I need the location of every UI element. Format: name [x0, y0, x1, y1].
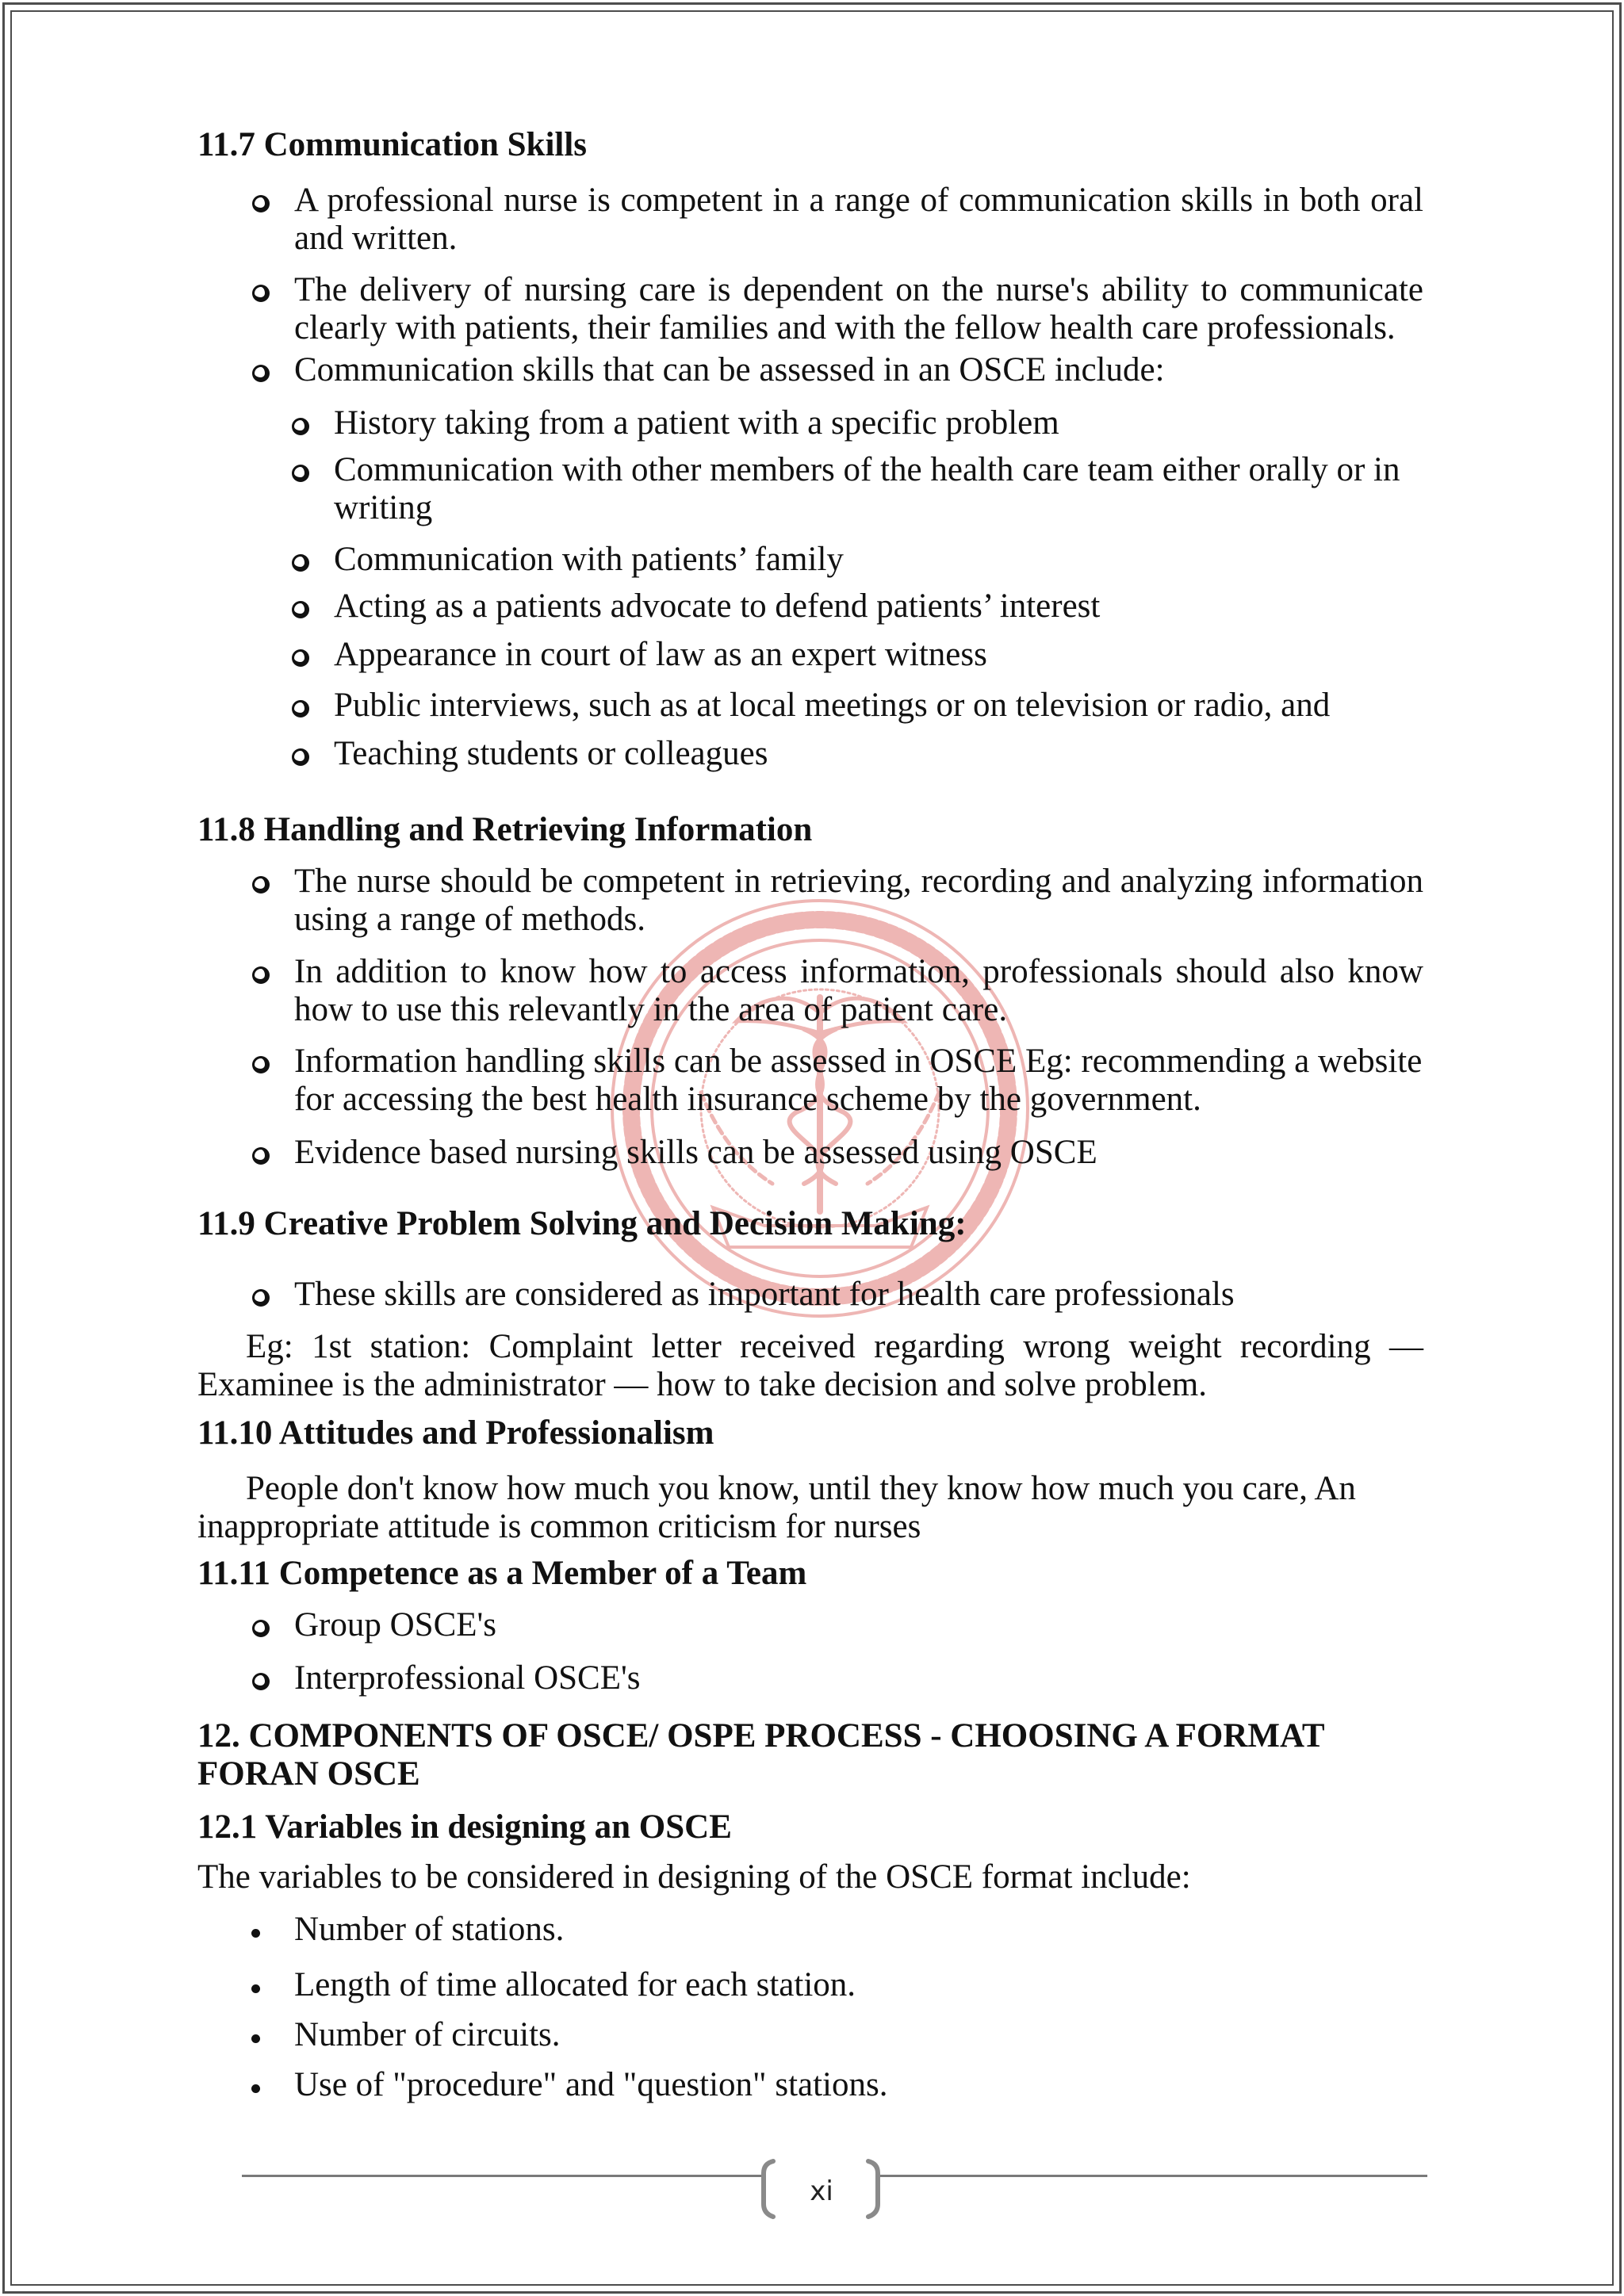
sub-bullet-item: [197, 735, 1423, 773]
section-heading-11-7: 11.7 Communication Skills: [197, 126, 588, 163]
shadowed-circle-icon: [252, 365, 270, 382]
round-bullet-text: Length of time allocated for each station.: [294, 1966, 856, 2003]
filled-dot-icon: [251, 2084, 260, 2093]
sub-bullet-text: Communication with patients’ family: [334, 541, 844, 578]
sub-bullet-item: [197, 587, 1423, 626]
bullet-text: A professional nurse is competent in a range of communication skills in both oral and written.: [294, 182, 1423, 257]
shadowed-circle-icon: [292, 649, 309, 667]
sub-bullet-text: Communication with other members of the health care team either orally or in writing: [334, 451, 1400, 526]
bullet-item: [197, 1659, 1423, 1697]
shadowed-circle-icon: [252, 1289, 270, 1307]
shadowed-circle-icon: [292, 700, 309, 718]
bullet-text: Communication skills that can be assessed in an OSCE include:: [294, 351, 1165, 388]
page-content: [197, 126, 1423, 2104]
sub-bullet-text: Teaching students or colleagues: [334, 735, 768, 772]
bullet-text: These skills are considered as important for health care professionals: [294, 1276, 1235, 1313]
round-bullet-item: [197, 1966, 1423, 2004]
round-bullet-item: [197, 1911, 1423, 1949]
bullet-text: The nurse should be competent in retrieving, recording and analyzing information using a range of methods.: [294, 863, 1423, 938]
sub-bullet-item: [197, 687, 1423, 725]
shadowed-circle-icon: [292, 748, 309, 766]
footer-rule-right: [880, 2175, 1427, 2177]
round-bullet-item: [197, 2016, 1423, 2054]
bullet-text: The delivery of nursing care is dependent on the nurse's ability to communicate clearly with patients, their families and with the fellow health care professionals.: [294, 271, 1423, 346]
round-bullet-text: Number of stations.: [294, 1911, 565, 1948]
sub-bullet-item: [197, 636, 1423, 674]
shadowed-circle-icon: [292, 418, 309, 435]
shadowed-circle-icon: [252, 1673, 270, 1690]
shadowed-circle-icon: [252, 1056, 270, 1073]
section-heading-11-10: 11.10 Attitudes and Professionalism: [197, 1414, 714, 1452]
round-bullet-text: Number of circuits.: [294, 2016, 561, 2053]
round-bullet-text: Use of "procedure" and "question" stations.: [294, 2066, 888, 2103]
section-heading-11-9: 11.9 Creative Problem Solving and Decision Making:: [197, 1205, 967, 1242]
section-heading-11-11: 11.11 Competence as a Member of a Team: [197, 1555, 807, 1592]
bullet-text: Interprofessional OSCE's: [294, 1659, 641, 1697]
shadowed-circle-icon: [252, 966, 270, 984]
bullet-item: [197, 351, 1423, 389]
bullet-item: [197, 1276, 1423, 1314]
bullet-item: [197, 863, 1423, 939]
shadowed-circle-icon: [292, 465, 309, 482]
shadowed-circle-icon: [252, 285, 270, 302]
section-heading-11-8: 11.8 Handling and Retrieving Information: [197, 811, 813, 848]
chapter-heading-12: 12. COMPONENTS OF OSCE/ OSPE PROCESS - CHOOSING A FORMAT FORAN OSCE: [197, 1717, 1324, 1793]
example-paragraph: Eg: 1st station: Complaint letter received regarding wrong weight recording — Examinee is the administrator — how to take decision and solve problem.: [197, 1328, 1423, 1403]
shadowed-circle-icon: [252, 876, 270, 894]
bullet-text: Information handling skills can be assessed in OSCE Eg: recommending a website for accessing the best health insurance scheme by the government.: [294, 1043, 1423, 1118]
sub-bullet-item: [197, 404, 1423, 442]
filled-dot-icon: [251, 2034, 260, 2043]
bullet-item: [197, 182, 1423, 258]
shadowed-circle-icon: [292, 554, 309, 572]
shadowed-circle-icon: [252, 1620, 270, 1637]
shadowed-circle-icon: [252, 195, 270, 212]
page-number: xi: [810, 2175, 833, 2207]
filled-dot-icon: [251, 1984, 260, 1993]
sub-bullet-text: Public interviews, such as at local meetings or on television or radio, and: [334, 687, 1331, 724]
sub-bullet-text: Appearance in court of law as an expert witness: [334, 636, 987, 673]
round-bullet-item: [197, 2066, 1423, 2104]
shadowed-circle-icon: [252, 1147, 270, 1165]
sub-bullet-text: History taking from a patient with a specific problem: [334, 404, 1059, 442]
filled-dot-icon: [251, 1929, 260, 1938]
intro-paragraph: The variables to be considered in designing of the OSCE format include:: [197, 1858, 1191, 1896]
sub-bullet-text: Acting as a patients advocate to defend patients’ interest: [334, 587, 1101, 625]
bullet-text: In addition to know how to access information, professionals should also know how to use this relevantly in the area of patient care.: [294, 953, 1423, 1028]
footer-rule-left: [242, 2175, 763, 2177]
bullet-item: [197, 1606, 1423, 1644]
bullet-text: Evidence based nursing skills can be assessed using OSCE: [294, 1134, 1097, 1171]
sub-bullet-item: [197, 451, 1423, 527]
bullet-item: [197, 953, 1423, 1029]
shadowed-circle-icon: [292, 601, 309, 618]
section-heading-12-1: 12.1 Variables in designing an OSCE: [197, 1808, 732, 1846]
body-paragraph: People don't know how much you know, until they know how much you care, An inappropriate attitude is common criticism for nurses: [197, 1470, 1356, 1545]
sub-bullet-item: [197, 541, 1423, 579]
bullet-text: Group OSCE's: [294, 1606, 497, 1644]
bullet-item: [197, 271, 1423, 347]
bullet-item: [197, 1043, 1423, 1119]
bullet-item: [197, 1134, 1423, 1172]
